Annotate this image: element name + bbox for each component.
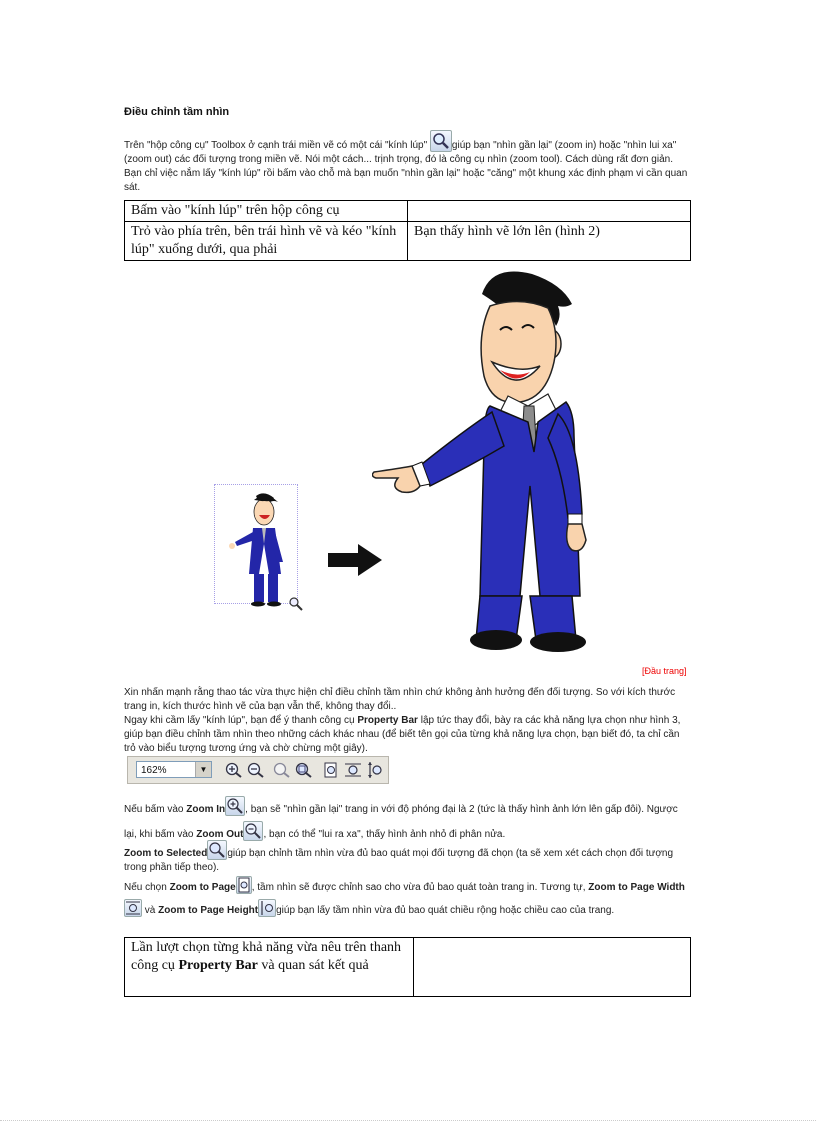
zoom-in-button[interactable] bbox=[224, 761, 243, 779]
text-bold: Property Bar bbox=[357, 715, 418, 726]
table-row bbox=[125, 222, 691, 261]
zoom-out-button[interactable] bbox=[246, 761, 265, 779]
zoom-cursor-icon bbox=[288, 596, 304, 612]
zoom-to-page-paragraph bbox=[124, 876, 690, 922]
table-cell: Bấm vào "kính lúp" trên hộp công cụ bbox=[125, 201, 408, 222]
instruction-table-1 bbox=[124, 200, 691, 261]
text-run: lập tức thay đổi, bày ra các khả năng lựa chọn như hình 3, giúp bạn điều chỉnh tầm nhìn theo những cách khác nhau (để biết tên gọi của từng khả năng lựa chọn, bạn biết đó, ta chỉ cần trỏ vào biểu tượng tương ứng và chờ chừng một giây). bbox=[124, 715, 681, 754]
zoom-to-selected-button[interactable] bbox=[294, 761, 313, 779]
large-man-illustration bbox=[372, 266, 604, 652]
instruction-table-2 bbox=[124, 937, 691, 997]
zoom-to-page-icon bbox=[236, 876, 252, 894]
property-bar-paragraph bbox=[124, 714, 690, 756]
zoom-to-page-width-button[interactable] bbox=[344, 761, 363, 779]
chevron-down-icon[interactable]: ▼ bbox=[195, 762, 211, 777]
text-bold: Zoom to Page Height bbox=[158, 905, 259, 916]
text-run: giúp bạn chỉnh tầm nhìn vừa đủ bao quát mọi đối tượng đã chọn (ta sẽ xem xét cách chọn đối tượng trong phần tiếp theo). bbox=[124, 848, 674, 873]
zoom-level-select[interactable] bbox=[136, 761, 212, 778]
zoom-to-page-width-icon bbox=[124, 899, 142, 917]
text-run: Nếu chọn bbox=[124, 882, 170, 893]
zoom-to-selected-paragraph bbox=[124, 840, 690, 875]
zoom-in-paragraph bbox=[124, 796, 690, 846]
table-row bbox=[125, 938, 691, 997]
table-cell bbox=[125, 938, 414, 997]
table-row bbox=[125, 201, 691, 222]
intro-paragraph bbox=[124, 130, 690, 195]
intro-text-a: Trên "hộp công cụ" Toolbox ở cạnh trái miền vẽ có một cái "kính lúp" bbox=[124, 140, 430, 151]
text-run: Ngay khi cầm lấy "kính lúp", bạn để ý thanh công cụ bbox=[124, 715, 358, 726]
table-cell: Bạn thấy hình vẽ lớn lên (hình 2) bbox=[408, 222, 691, 261]
text-run: , bạn có thể "lui ra xa", thấy hình ảnh nhỏ đi phân nửa. bbox=[263, 829, 506, 840]
text-bold: Property Bar bbox=[178, 958, 258, 973]
table-cell: Trỏ vào phía trên, bên trái hình vẽ và kéo "kính lúp" xuống dưới, qua phải bbox=[125, 222, 408, 261]
page-title: Điều chỉnh tầm nhìn bbox=[124, 106, 230, 118]
zoom-level-value: 162% bbox=[141, 765, 167, 776]
text-run: Lần lượt chọn từng khả năng vừa nêu trên thanh công cụ bbox=[131, 940, 402, 973]
text-bold: Zoom In bbox=[186, 804, 226, 815]
text-bold: Zoom Out bbox=[196, 829, 244, 840]
zoom-out-icon bbox=[243, 821, 263, 841]
zoom-in-icon bbox=[225, 796, 245, 816]
property-bar-toolbar bbox=[127, 756, 389, 784]
text-run: Nếu bấm vào bbox=[124, 804, 187, 815]
zoom-tool-icon bbox=[430, 130, 452, 152]
table-cell bbox=[414, 938, 691, 997]
emphasis-paragraph: Xin nhấn mạnh rằng thao tác vừa thực hiện chỉ điều chỉnh tầm nhìn chứ không ảnh hưởng đến đối tượng. So với kích thước trang in, kích thước hình vẽ của bạn vẫn thế, không thay đổi.. bbox=[124, 687, 676, 712]
zoom-actual-button[interactable] bbox=[272, 761, 291, 779]
text-bold: Zoom to Page bbox=[169, 882, 236, 893]
page-footer-divider bbox=[0, 1120, 816, 1121]
zoom-to-page-height-icon bbox=[258, 899, 276, 917]
zoom-to-selected-icon bbox=[207, 840, 227, 860]
table-cell bbox=[408, 201, 691, 222]
zoom-to-page-button[interactable] bbox=[322, 761, 341, 779]
text-run: , tầm nhìn sẽ được chỉnh sao cho vừa đủ bao quát toàn trang in. Tương tự, bbox=[251, 882, 589, 893]
intro-text-b: giúp bạn "nhìn gần lại" (zoom in) hoặc "nhìn lui xa" (zoom out) các đối tượng trong miền vẽ. Nói một cách... trịnh trọng, đó là công cụ nhìn (zoom tool). Cách dùng rất đơn giản. Bạn chỉ việc nắm lấy "kính lúp" rồi bấm vào chỗ mà bạn muốn "nhìn gần lại" hoặc "căng" một khung xác định phạm vi cần quan sát. bbox=[124, 140, 688, 193]
zoom-to-page-height-button[interactable] bbox=[366, 761, 385, 779]
text-run: và quan sát kết quả bbox=[257, 958, 369, 973]
back-to-top-link[interactable]: [Đầu trang] bbox=[642, 666, 687, 676]
text-run: , bạn sẽ "nhìn gần lại" trang in với độ phóng đại là 2 (tức là thấy hình ảnh lớn lên gấp đôi). Ngược lại, khi bấm vào bbox=[124, 804, 678, 840]
text-run: giúp bạn lấy tầm nhìn vừa đủ bao quát chiều rộng hoặc chiều cao của trang. bbox=[276, 905, 615, 916]
text-bold: Zoom to Selected bbox=[124, 848, 208, 859]
small-man-illustration bbox=[218, 488, 298, 612]
text-run: và bbox=[142, 905, 159, 916]
text-bold: Zoom to Page Width bbox=[588, 882, 685, 893]
